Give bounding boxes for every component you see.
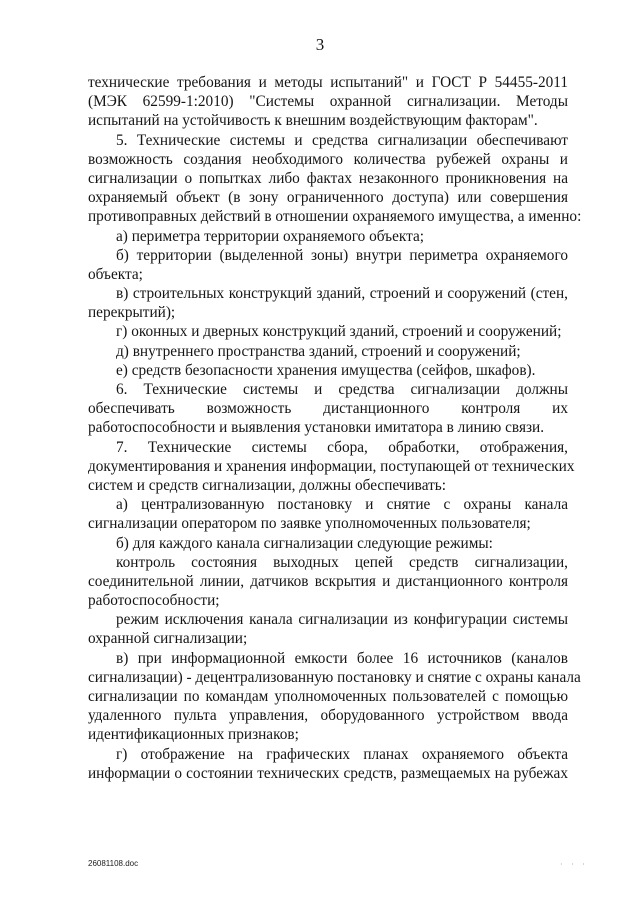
page-number: 3 [315,35,325,54]
paragraph [88,380,568,438]
text-line: 6. Технические системы и средства сигнализации должны [116,381,568,398]
text-line: систем и средств сигнализации, должны обеспечивать: [88,476,447,494]
text-line: (МЭК 62599-1:2010) "Системы охранной сигнализации. Методы [88,93,568,111]
text-line: сигнализации оператором по заявке уполномоченных пользователя; [88,515,531,533]
paragraph [88,131,582,227]
text-line: противоправных действий в отношении охраняемого имущества, а именно: [88,208,582,226]
paragraph [88,553,568,611]
paragraph [88,322,568,341]
text-line: в) при информационной емкости более 16 источников (каналов [116,649,568,667]
paragraph [88,610,568,648]
scan-dots: · · · [560,860,588,869]
body-text [88,73,582,783]
paragraph [88,342,568,361]
paragraph [88,438,575,496]
text-line: документирования и хранения информации, поступающей от технических [88,457,575,475]
text-line: в) строительных конструкций зданий, строений и сооружений (стен, [116,285,568,303]
text-line: е) средств безопасности хранения имущества (сейфов, шкафов). [116,361,536,379]
text-line: сигнализации по командам уполномоченных пользователей с помощью [88,688,568,705]
paragraph [88,73,568,131]
paragraph [88,495,568,533]
text-line: а) периметра территории охраняемого объекта; [116,227,425,245]
text-line: работоспособности и выявления установки имитатора в линию связи. [88,419,545,437]
text-line: охранной сигнализации; [88,630,248,648]
text-line: испытаний на устойчивость к внешним воздействующим факторам". [88,112,538,130]
text-line: г) отображение на графических планах охраняемого объекта [116,745,568,763]
text-line: режим исключения канала сигнализации из конфигурации системы [116,611,568,629]
paragraph [88,246,568,284]
text-line: возможность создания необходимого количества рубежей охраны и [88,150,568,168]
paragraph [88,284,568,322]
text-line: идентификационных признаков; [88,726,299,744]
text-line: б) для каждого канала сигнализации следующие режимы: [116,534,493,552]
text-line: сигнализации) - децентрализованную постановку и снятие с охраны канала [88,668,581,686]
paragraph [88,649,581,745]
text-line: объекта; [88,265,143,283]
text-line: технические требования и методы испытаний" и ГОСТ Р 54455-2011 [88,74,568,91]
footer-filename: 26081108.doc [88,859,139,868]
text-line: г) оконных и дверных конструкций зданий, строений и сооружений; [116,323,562,341]
text-line: работоспособности; [88,592,220,610]
text-line: контроль состояния выходных цепей средств сигнализации, [116,553,568,571]
text-line: д) внутреннего пространства зданий, строений и сооружений; [116,342,521,360]
text-line: охраняемый объект (в зону ограниченного доступа) или совершения [88,189,568,207]
text-line: 7. Технические системы сбора, обработки, отображения, [116,438,568,456]
text-line: перекрытий); [88,304,176,322]
text-line: соединительной линии, датчиков вскрытия и дистанционного контроля [88,572,568,590]
text-line: а) централизованную постановку и снятие с охраны канала [116,496,568,514]
text-line: удаленного пульта управления, оборудованного устройством ввода [88,707,568,725]
paragraph [88,745,568,783]
paragraph [88,361,568,380]
text-line: информации о состоянии технических средств, размещаемых на рубежах [88,764,568,782]
paragraph [88,227,568,246]
paragraph [88,534,568,553]
text-line: б) территории (выделенной зоны) внутри периметра охраняемого [116,246,568,264]
text-line: сигнализации о попытках либо фактах незаконного проникновения на [88,169,568,187]
text-line: обеспечивать возможность дистанционного контроля их [88,400,568,418]
text-line: 5. Технические системы и средства сигнализации обеспечивают [116,131,568,149]
